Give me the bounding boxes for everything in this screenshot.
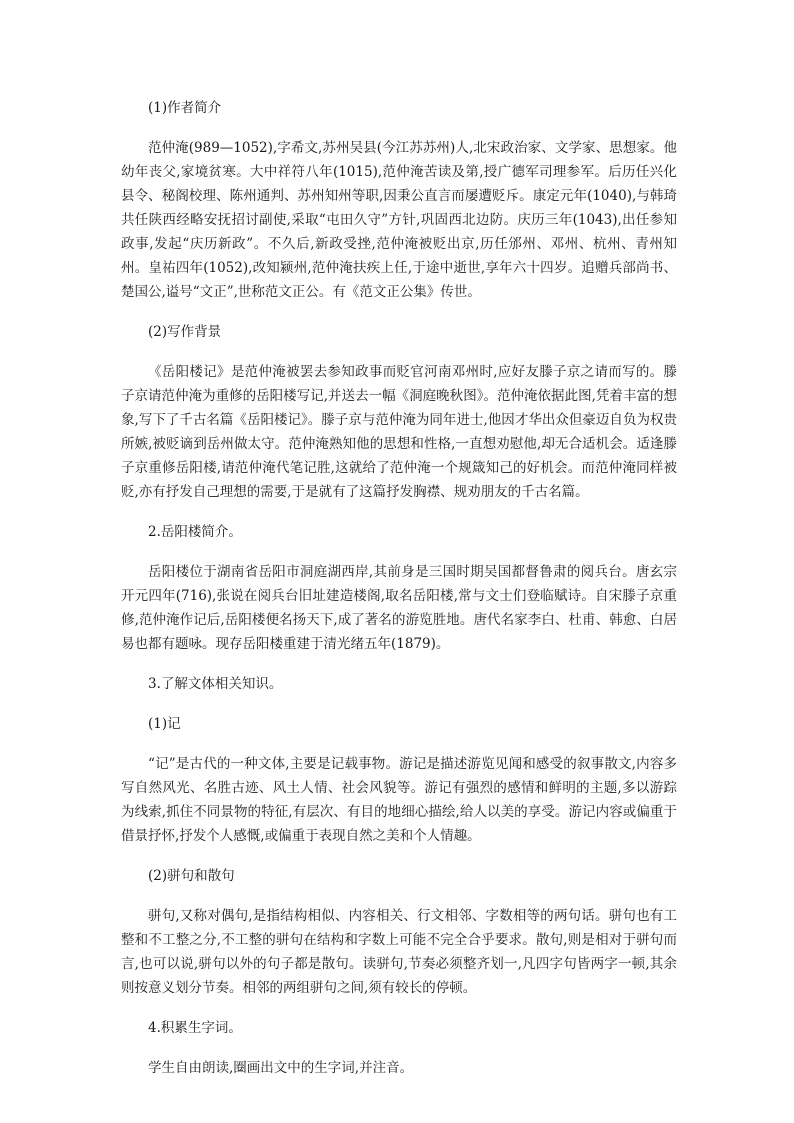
- heading-vocabulary: 4.积累生字词。: [148, 1020, 242, 1036]
- heading-parallel-sentences: (2)骈句和散句: [148, 868, 235, 884]
- paragraph-ji-genre: “记”是古代的一种文体,主要是记载事物。游记是描述游览见闻和感受的叙事散文,内容多写自然风光、名胜古迹、风土人情、社会风貌等。游记有强烈的感情和鲜明的主题,多以游踪为线索,抓住不同景物的特征,有层次、有目的地细心描绘,给人以美的享受。游记内容或偏重于借景抒怀,抒发个人感慨,或偏重于表现自然之美和个人情趣。: [121, 756, 677, 844]
- heading-writing-background: (2)写作背景: [148, 324, 222, 340]
- paragraph-parallel-sentences: 骈句,又称对偶句,是指结构相似、内容相关、行文相邻、字数相等的两句话。骈句也有工整和不工整之分,不工整的骈句在结构和字数上可能不完全合乎要求。散句,则是相对于骈句而言,也可以说,骈句以外的句子都是散句。读骈句,节奏必须整齐划一,凡四字句皆两字一顿,其余则按意义划分节奏。相邻的两组骈句之间,须有较长的停顿。: [121, 908, 677, 996]
- paragraph-author-bio: 范仲淹(989—1052),字希文,苏州吴县(今江苏苏州)人,北宋政治家、文学家、思想家。他幼年丧父,家境贫寒。大中祥符八年(1015),范仲淹苦读及第,授广德军司理参军。后历任兴化县令、秘阁校理、陈州通判、苏州知州等职,因秉公直言而屡遭贬斥。康定元年(1040),与韩琦共任陕西经略安抚招讨副使,采取“屯田久守”方针,巩固西北边防。庆历三年(1043),出任参知政事,发起“庆历新政”。不久后,新政受挫,范仲淹被贬出京,历任邠州、邓州、杭州、青州知州。皇祐四年(1052),改知颍州,范仲淹扶疾上任,于途中逝世,享年六十四岁。追赠兵部尚书、楚国公,谥号“文正”,世称范文正公。有《范文正公集》传世。: [121, 140, 677, 300]
- paragraph-yueyang-tower: 岳阳楼位于湖南省岳阳市洞庭湖西岸,其前身是三国时期吴国都督鲁肃的阅兵台。唐玄宗开元四年(716),张说在阅兵台旧址建造楼阁,取名岳阳楼,常与文士们登临赋诗。自宋滕子京重修,范仲淹作记后,岳阳楼便名扬天下,成了著名的游览胜地。唐代名家李白、杜甫、韩愈、白居易也都有题咏。现存岳阳楼重建于清光绪五年(1879)。: [121, 564, 677, 652]
- paragraph-vocabulary: 学生自由朗读,圈画出文中的生字词,并注音。: [148, 1060, 414, 1076]
- heading-ji-genre: (1)记: [148, 716, 181, 732]
- document-page: [121, 96, 677, 1096]
- heading-yueyang-tower-intro: 2.岳阳楼简介。: [148, 524, 242, 540]
- paragraph-writing-background: 《岳阳楼记》是范仲淹被罢去参知政事而贬官河南邓州时,应好友滕子京之请而写的。滕子京请范仲淹为重修的岳阳楼写记,并送去一幅《洞庭晚秋图》。范仲淹依据此图,凭着丰富的想象,写下了千古名篇《岳阳楼记》。滕子京与范仲淹为同年进士,他因才华出众但豪迈自负为权贵所嫉,被贬谪到岳州做太守。范仲淹熟知他的思想和性格,一直想劝慰他,却无合适机会。适逢滕子京重修岳阳楼,请范仲淹代笔记胜,这就给了范仲淹一个规箴知己的好机会。而范仲淹同样被贬,亦有抒发自己理想的需要,于是就有了这篇抒发胸襟、规劝朋友的千古名篇。: [121, 364, 677, 500]
- heading-author-intro: (1)作者简介: [148, 100, 222, 116]
- heading-genre-knowledge: 3.了解文体相关知识。: [148, 676, 283, 692]
